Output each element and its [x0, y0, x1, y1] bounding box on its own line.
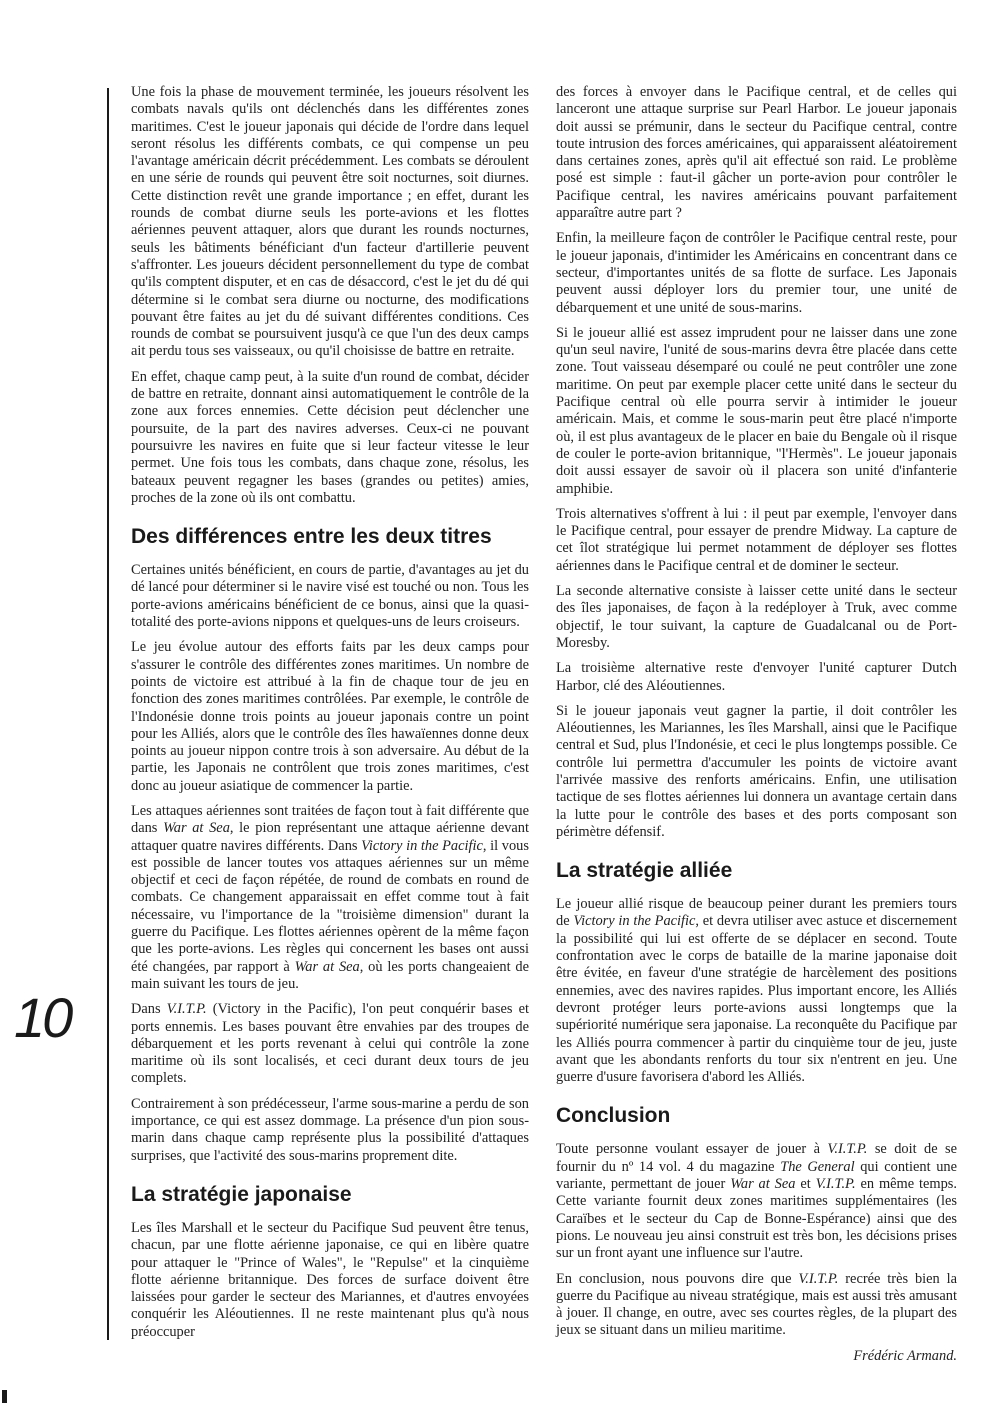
author-signature: Frédéric Armand. [853, 1347, 957, 1364]
paragraph: Le joueur allié risque de beaucoup peiner durant les premiers tours de Victory in the Pacific, et devra utiliser avec astuce et discernement la possibilité qui lui est offerte de se déplacer en second. Toute confrontation avec le corps de bataille de la marine japonaise doit être évitée, en faveur d'une stratégie de harcèlement des positions ennemies, avec des navires rapides. Plus important encore, les Alliés devront protéger leurs porte-avions aussi longtemps que la supériorité numérique sera japonaise. La reconquête du Pacifique par les Alliés pourra commencer à partir du cinquième tour de jeu, juste avant que les abondants renforts du tour six n'entrent en jeu. Une guerre d'usure favorisera d'abord les Alliés. [556, 896, 957, 1086]
paragraph: La troisième alternative reste d'envoyer l'unité capturer Dutch Harbor, clé des Aléoutiennes. [556, 660, 957, 694]
paragraph: Les attaques aériennes sont traitées de façon tout à fait différente que dans War at Sea, le pion représentant une attaque aérienne devant attaquer quatre navires différents. Dans Victory in the Pacific, il vous est possible de lancer toutes vos attaques aériennes sur un même objectif et ceci de façon répétée, de round de combats en round de combats. Ce changement apparaissait en effet comme tout à fait nécessaire, vu l'importance de la "troisième dimension" durant la guerre du Pacifique. Les flottes aériennes opèrent de la même façon que les porte-avions. Les règles qui concernent les bases ont aussi été changées, par rapport à War at Sea, où les ports changeaient de main suivant les tours de jeu. [131, 802, 529, 992]
game-title: Victory in the Pacific [361, 837, 483, 854]
paragraph: Contrairement à son prédécesseur, l'arme sous-marine a perdu de son importance, ce qui est assez dommage. La présence d'un pion sous-marin dans chaque camp représente plus la possibilité d'attaques surprises, que l'activité des sous-marins proprement dite. [131, 1095, 529, 1164]
paragraph: Dans V.I.T.P. (Victory in the Pacific), l'on peut conquérir bases et ports ennemis. Les bases pouvant être envahies par des troupes de débarquement et les ports revenant à celui qui contrôle la zone maritime où ils sont localisés, et ceci durant deux tours de jeu complets. [131, 1001, 529, 1087]
game-title: V.I.T.P. [166, 1001, 207, 1018]
section-heading-differences: Des différences entre les deux titres [131, 525, 492, 549]
paragraph: La seconde alternative consiste à laisser cette unité dans le secteur des îles japonaises, de façon à la redéployer à Truk, avec comme objectif, le tour suivant, la capture de Guadalcanal ou de Port-Moresby. [556, 583, 957, 651]
game-title: War at Sea [294, 958, 360, 975]
paragraph: Toute personne voulant essayer de jouer à V.I.T.P. se doit de se fournir du nº 14 vol. 4 du magazine The General qui contient une variante, permettant de jouer War at Sea et V.I.T.P. en même temps. Cette variante fournit deux zones maritimes supplémentaires (les Caraïbes et le secteur du Cap de Bonne-Espérance) ainsi que des pions. Le nouveau jeu ainsi construit est très bon, les décisions prises sur un front ayant une influence sur l'autre. [556, 1141, 958, 1262]
paragraph: Si le joueur japonais veut gagner la partie, il doit contrôler les Aléoutiennes, les Mariannes, les îles Marshall, ainsi que le Pacifique central et Sud, plus l'Indonésie, et ceci le plus longtemps possible. Ce contrôle lui permettra d'accumuler les points de victoire avant l'arrivée massive des renforts américains. Enfin, une utilisation tactique de ses flottes aériennes lui donnera un avantage certain dans la lutte pour le contrôle des bases et des ports composant son périmètre défensif. [556, 702, 957, 840]
game-title: War at Sea [163, 820, 230, 837]
paragraph: Certaines unités bénéficient, en cours de partie, d'avantages au jet du dé lancé pour déterminer si le navire visé est touché ou non. Tous les porte-avions américains bénéficient de ce bonus, ainsi que la quasi-totalité des porte-avions nippons et quelques-uns de leurs croiseurs. [131, 562, 529, 631]
paragraph: En conclusion, nous pouvons dire que V.I.T.P. recrée très bien la guerre du Pacifique au niveau stratégique, mais est aussi très amusant à jouer. Il change, en outre, avec ses courtes règles, de la plupart des jeux se situant dans un milieu maritime. [556, 1270, 957, 1339]
crop-mark [2, 1390, 7, 1403]
paragraph: Les îles Marshall et le secteur du Pacifique Sud peuvent être tenus, chacun, par une flotte aérienne japonaise, ce qui en libère quatre pour attaquer le "Prince of Wales", le "Repulse" et la cinquième flotte aérienne britannique. Des forces de surface doivent être laissées pour garder le secteur des Mariannes, et d'autres envoyées conquérir les Aléoutiennes. Il ne reste maintenant plus qu'à nous préoccuper [131, 1219, 529, 1340]
paragraph: Trois alternatives s'offrent à lui : il peut par exemple, l'envoyer dans le Pacifique central, pour essayer de prendre Midway. La capture de cet îlot stratégique lui permet notamment de déployer ses flottes aériennes dans le Pacifique central et de dominer le secteur. [556, 505, 957, 574]
game-title: V.I.T.P. [827, 1141, 868, 1158]
section-heading-japonaise: La stratégie japonaise [131, 1182, 352, 1206]
page-number: 10 [14, 986, 71, 1049]
left-column [131, 84, 529, 1349]
game-title: War at Sea [730, 1176, 796, 1193]
magazine-title: The General [780, 1158, 855, 1175]
paragraph: Enfin, la meilleure façon de contrôler le Pacifique central reste, pour le joueur japonais, d'intimider les Américains en concentrant dans ce secteur, d'importantes unités de sa flotte de surface. Les Japonais peuvent aussi déployer lors du premier tour, une unité de débarquement et une unité de sous-marins. [556, 230, 957, 316]
section-heading-alliee: La stratégie alliée [556, 859, 733, 883]
game-title: V.I.T.P. [815, 1176, 856, 1193]
paragraph: Si le joueur allié est assez imprudent pour ne laisser dans une zone qu'un seul navire, l'unité de sous-marins devra être placée dans cette zone. Tout vaisseau désemparé ou coulé ne peut contrôler une zone maritime. On peut par exemple placer cette unité dans le secteur du Pacifique central où elle pourra servir à intimider le joueur américain. Mais, et comme le sous-marin peut être placé n'importe où, il est plus avantageux de le placer en baie du Bengale où il risque de couler le porte-avion britannique, "l'Hermès". Le joueur japonais doit aussi essayer de savoir où il placera son unité d'infanterie amphibie. [556, 324, 957, 497]
paragraph: Une fois la phase de mouvement terminée, les joueurs résolvent les combats navals qu'ils ont déclenchés dans les différentes zones maritimes. C'est le joueur japonais qui décide de l'ordre dans lequel seront résolus les différents combats, ce qui compense un peu l'avantage américain décrit précédemment. Les combats se déroulent en une série de rounds qui peuvent être soit nocturnes, soit diurnes. Cette distinction revêt une grande importance ; en effet, durant les rounds de combat diurne seuls les porte-avions et les flottes aériennes peuvent attaquer, alors que durant les rounds nocturnes, seuls les bâtiments bénéficiant d'un facteur d'artillerie peuvent s'affronter. Les joueurs décident personnellement du type de combat qu'ils comptent disputer, et en cas de désaccord, c'est le jet du dé qui détermine si le combat sera diurne ou nocturne, des modifications pouvant être faites au jet du dé suivant différentes conditions. Ces rounds de combat se poursuivent jusqu'à ce que l'un des deux camps ait perdu tous ses vaisseaux, ou qu'il choisisse de battre en retraite. [131, 84, 529, 360]
game-title: Victory in the Pacific [573, 913, 696, 930]
paragraph: Le jeu évolue autour des efforts faits par les deux camps pour s'assurer le contrôle des différentes zones maritimes. Un nombre de points de victoire est attribué à la fin de chaque tour de jeu en fonction des zones maritimes contrôlées. Par exemple, le contrôle de l'Indonésie donne trois points au joueur japonais contre un point pour les Alliés, alors que le contrôle des îles hawaïennes donne deux points au joueur nippon contre trois à son adversaire. Au début de la partie, les Japonais ne contrôlent que trois zones maritimes, c'est donc au joueur asiatique de commencer la partie. [131, 639, 529, 794]
section-heading-conclusion: Conclusion [556, 1104, 671, 1128]
game-title: V.I.T.P. [798, 1270, 839, 1287]
right-column [556, 84, 957, 1373]
paragraph: des forces à envoyer dans le Pacifique central, et de celles qui lanceront une attaque surprise sur Pearl Harbor. Le joueur japonais doit aussi se prémunir, dans le secteur du Pacifique central, contre toute intrusion des forces américaines, qui apparaissent aléatoirement dans certaines zones, après qu'il ait effectué son raid. Le problème posé est simple : faut-il gâcher un porte-avion pour contrôler le Pacifique central, les navires américains pouvant parfaitement apparaître autre part ? [556, 84, 957, 222]
margin-rule [107, 88, 109, 1340]
paragraph: En effet, chaque camp peut, à la suite d'un round de combat, décider de battre en retraite, donnant ainsi automatiquement le contrôle de la zone aux forces ennemies. Cette décision peut déclencher une poursuite, de la part des navires adverses. Ceux-ci ne pouvant poursuivre les navires en fuite que si leur facteur vitesse le leur permet. Une fois tous les combats, dans chaque zone, résolus, les bateaux peuvent regagner les bases (grandes ou petites) amies, proches de la zone où ils ont combattu. [131, 368, 529, 506]
